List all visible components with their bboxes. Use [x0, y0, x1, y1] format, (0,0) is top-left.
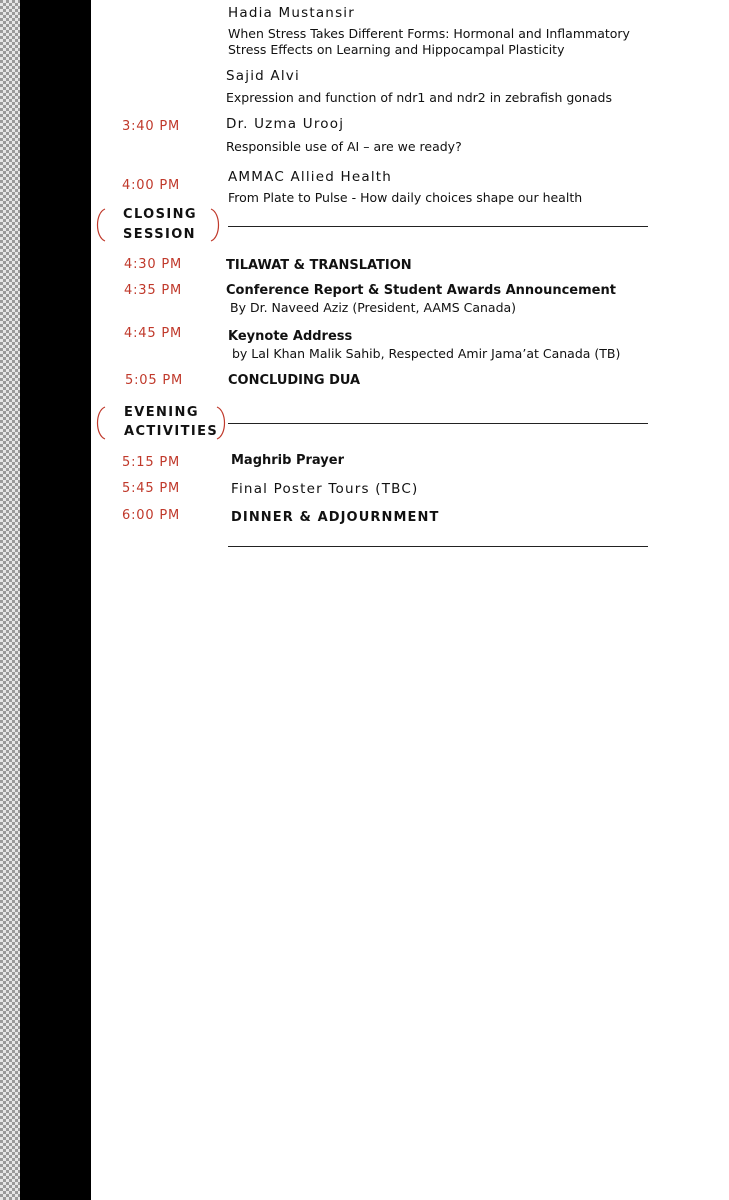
- session-title: DINNER & ADJOURNMENT: [231, 510, 440, 525]
- section-divider: [228, 546, 648, 547]
- speaker-name: AMMAC Allied Health: [228, 169, 393, 185]
- speaker-name: Sajid Alvi: [226, 68, 300, 84]
- sidebar-black-bar: [20, 0, 91, 1200]
- closing-section-label-line1: CLOSING: [123, 207, 197, 222]
- section-divider: [228, 226, 648, 227]
- session-title: Keynote Address: [228, 329, 353, 344]
- session-time: 5:05 PM: [125, 373, 183, 388]
- section-divider: [228, 423, 648, 424]
- session-presenter: By Dr. Naveed Aziz (President, AAMS Canada): [230, 300, 517, 315]
- talk-title: Responsible use of AI – are we ready?: [226, 139, 462, 154]
- session-title: CONCLUDING DUA: [228, 373, 361, 388]
- session-time: 4:30 PM: [124, 257, 182, 272]
- session-time: 6:00 PM: [122, 508, 180, 523]
- closing-section-label-line2: SESSION: [123, 227, 196, 242]
- session-title: Maghrib Prayer: [231, 453, 344, 468]
- speaker-name: Dr. Uzma Urooj: [226, 116, 345, 132]
- talk-title: From Plate to Pulse - How daily choices shape our health: [228, 190, 583, 205]
- session-time: 4:35 PM: [124, 283, 182, 298]
- talk-title-line1: When Stress Takes Different Forms: Hormonal and Inflammatory: [228, 26, 630, 41]
- session-time: 4:45 PM: [124, 326, 182, 341]
- decorative-pattern-stripe: [0, 0, 20, 1200]
- talk-title: Expression and function of ndr1 and ndr2 in zebrafish gonads: [226, 90, 612, 105]
- session-title: Final Poster Tours (TBC): [231, 481, 419, 497]
- session-title: TILAWAT & TRANSLATION: [226, 258, 412, 273]
- talk-title-line2: Stress Effects on Learning and Hippocampal Plasticity: [228, 42, 565, 57]
- session-time: 5:15 PM: [122, 455, 180, 470]
- evening-section-label-line1: EVENING: [124, 405, 199, 420]
- session-presenter: by Lal Khan Malik Sahib, Respected Amir Jama’at Canada (TB): [232, 346, 621, 361]
- session-time: 5:45 PM: [122, 481, 180, 496]
- session-time: 3:40 PM: [122, 119, 180, 134]
- session-title: Conference Report & Student Awards Announcement: [226, 283, 616, 298]
- speaker-name: Hadia Mustansir: [228, 5, 356, 21]
- session-time: 4:00 PM: [122, 178, 180, 193]
- evening-section-label-line2: ACTIVITIES: [124, 424, 219, 439]
